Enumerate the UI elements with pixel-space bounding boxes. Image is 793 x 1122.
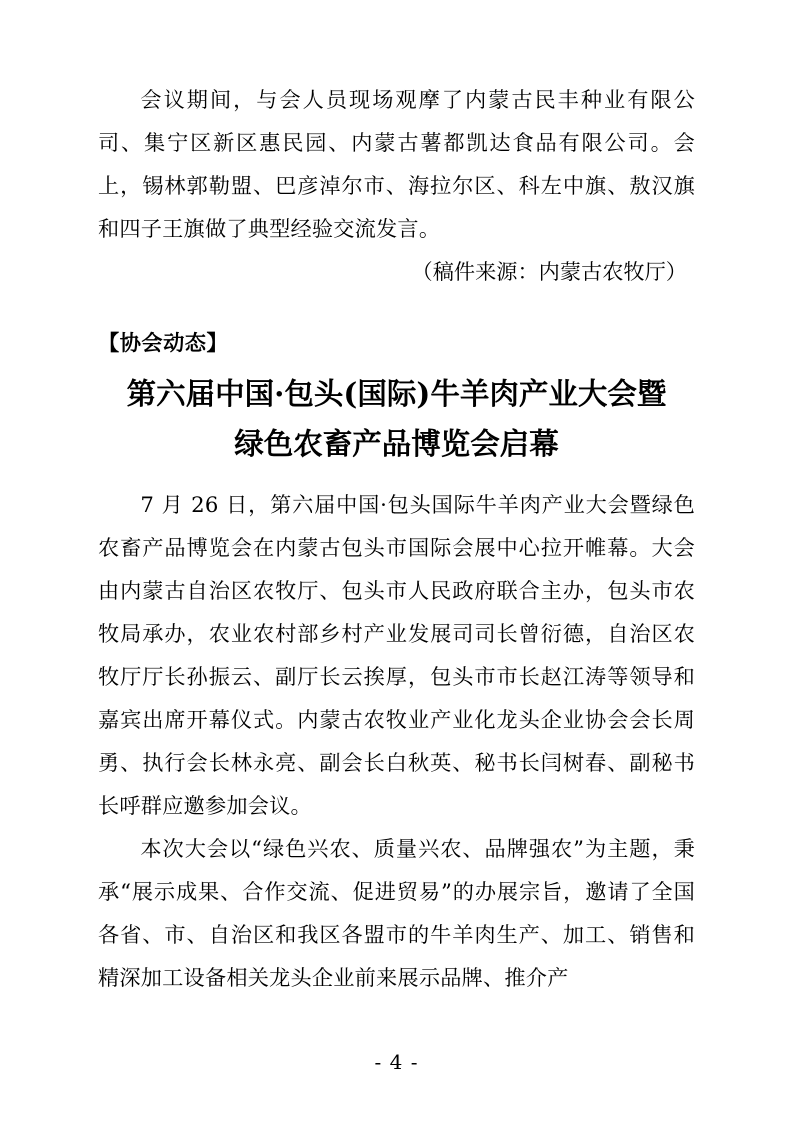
headline-spacer (98, 471, 695, 483)
headline-line-1: 第六届中国·包头(国际)牛羊肉产业大会暨 (126, 376, 667, 411)
source-attribution: （稿件来源：内蒙古农牧厅） (411, 259, 687, 284)
article-headline (98, 369, 695, 469)
section-tag-association-news: 【协会动态】 (98, 330, 229, 355)
page-number: - 4 - (374, 1050, 419, 1074)
paragraph-meeting-observation: 会议期间，与会人员现场观摩了内蒙古民丰种业有限公司、集宁区新区惠民园、内蒙古薯都凯达食品有限公司。会上，锡林郭勒盟、巴彦淖尔市、海拉尔区、科左中旗、敖汉旗和四子王旗做了典型经验交流发言。 (98, 87, 695, 241)
paragraph-expo-theme: 本次大会以“绿色兴农、质量兴农、品牌强农”为主题，秉承“展示成果、合作交流、促进贸易”的办展宗旨，邀请了全国各省、市、自治区和我区各盟市的牛羊肉生产、加工、销售和精深加工设备相关龙头企业前来展示品牌、推介产 (98, 836, 695, 990)
paragraph-expo-opening: 7 月 26 日，第六届中国·包头国际牛羊肉产业大会暨绿色农畜产品博览会在内蒙古包头市国际会展中心拉开帷幕。大会由内蒙古自治区农牧厅、包头市人民政府联合主办，包头市农牧局承办，农业农村部乡村产业发展司司长曾衍德，自治区农牧厅厅长孙振云、副厅长云挨厚，包头市市长赵江涛等领导和嘉宾出席开幕仪式。内蒙古农牧业产业化龙头企业协会会长周勇、执行会长林永亮、副会长白秋英、秘书长闫树春、副秘书长呼群应邀参加会议。 (98, 492, 695, 818)
headline-line-2: 绿色农畜产品博览会启幕 (234, 426, 559, 461)
section-spacer (98, 293, 695, 323)
page-content (98, 78, 695, 999)
